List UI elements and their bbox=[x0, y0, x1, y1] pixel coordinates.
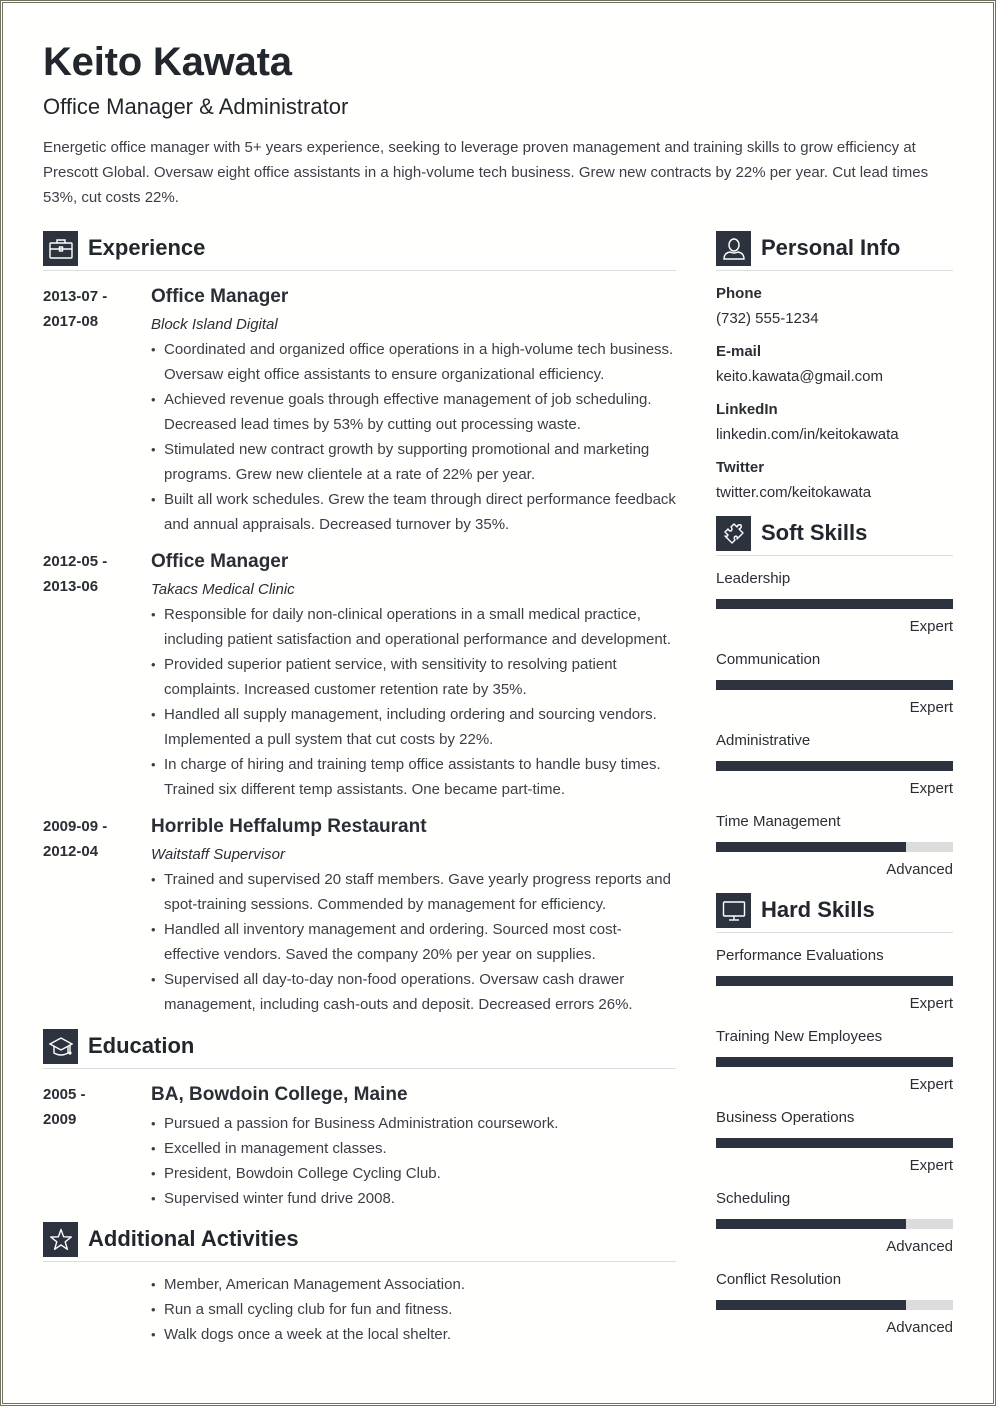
skill-bar bbox=[716, 1300, 953, 1310]
date-end: 2009 bbox=[43, 1111, 77, 1128]
info-twitter bbox=[716, 455, 953, 513]
education-title: Education bbox=[88, 1033, 195, 1058]
candidate-role: Office Manager & Administrator bbox=[43, 94, 349, 119]
entry-dates bbox=[43, 814, 143, 864]
job-title: Office Manager bbox=[151, 286, 289, 307]
skill-name: Performance Evaluations bbox=[716, 947, 884, 964]
skill-name: Conflict Resolution bbox=[716, 1271, 842, 1288]
graduation-cap-icon bbox=[43, 1029, 78, 1064]
hard-skills-title: Hard Skills bbox=[761, 897, 875, 922]
activity-item: • Run a small cycling club for fun and fitness. bbox=[151, 1297, 676, 1322]
achievement-item: • Stimulated new contract growth by supporting promotional and marketing programs. Grew new clientele at a rate of 22% per year. bbox=[151, 437, 676, 487]
skill-bar bbox=[716, 761, 953, 771]
info-label: Twitter bbox=[716, 459, 765, 476]
email-link[interactable]: keito.kawata@gmail.com bbox=[716, 368, 883, 385]
profile-summary: Energetic office manager with 5+ years experience, seeking to leverage proven management and training skills to grow efficiency at Prescott Global. Oversaw eight office assistants in a high-volume tech business. Grew new contracts by 22% per year. Cut lead times 53%, cut costs 22%. bbox=[43, 139, 929, 206]
achievement-item: • Achieved revenue goals through effective management of job scheduling. Decreased lead times by 53% by cutting out processing waste. bbox=[151, 387, 676, 437]
job-title: Horrible Heffalump Restaurant bbox=[151, 816, 427, 837]
personal-info-title: Personal Info bbox=[761, 235, 901, 260]
achievement-item: • Provided superior patient service, with sensitivity to resolving patient complaints. Increased customer retention rate by 35%. bbox=[151, 652, 676, 702]
skill-level: Advanced bbox=[886, 1238, 953, 1255]
date-start: 2012-05 - bbox=[43, 553, 108, 570]
achievement-item: • Responsible for daily non-clinical operations in a small medical practice, including patient satisfaction and operational performance and development. bbox=[151, 602, 676, 652]
employer: Takacs Medical Clinic bbox=[151, 581, 295, 598]
skill-item bbox=[716, 1270, 953, 1351]
date-start: 2009-09 - bbox=[43, 818, 108, 835]
achievement-item: • Handled all inventory management and ordering. Sourced most cost-effective vendors. Saved the company 20% per year on supplies. bbox=[151, 917, 676, 967]
experience-title: Experience bbox=[88, 235, 206, 260]
user-icon bbox=[716, 231, 751, 266]
education-item: • Excelled in management classes. bbox=[151, 1136, 676, 1161]
entry-dates bbox=[43, 284, 143, 334]
skill-name: Time Management bbox=[716, 813, 841, 830]
employer: Block Island Digital bbox=[151, 316, 278, 333]
achievement-item: • Supervised all day-to-day non-food operations. Oversaw cash drawer management, including cash-outs and deposit. Decreased errors 26%. bbox=[151, 967, 676, 1017]
monitor-icon bbox=[716, 893, 751, 928]
date-start: 2005 - bbox=[43, 1086, 86, 1103]
achievement-item: • Trained and supervised 20 staff members. Gave yearly progress reports and spot-training sessions. Commended by management for efficiency. bbox=[151, 867, 676, 917]
skill-level: Expert bbox=[909, 699, 953, 716]
skill-level: Advanced bbox=[886, 1319, 953, 1336]
skill-item bbox=[716, 1189, 953, 1270]
soft-skills-title: Soft Skills bbox=[761, 520, 868, 545]
skill-bar-fill bbox=[716, 976, 953, 986]
employer: Waitstaff Supervisor bbox=[151, 846, 285, 863]
twitter-link[interactable]: twitter.com/keitokawata bbox=[716, 484, 872, 501]
skill-bar-fill bbox=[716, 842, 906, 852]
skill-level: Expert bbox=[909, 780, 953, 797]
hard-skills-list bbox=[716, 946, 953, 1351]
skill-name: Business Operations bbox=[716, 1109, 855, 1126]
info-label: E-mail bbox=[716, 343, 762, 360]
date-start: 2013-07 - bbox=[43, 288, 108, 305]
star-icon bbox=[43, 1222, 78, 1257]
achievement-list bbox=[151, 867, 676, 1017]
skill-name: Training New Employees bbox=[716, 1028, 883, 1045]
skill-item bbox=[716, 569, 953, 650]
skill-item bbox=[716, 1108, 953, 1189]
skill-bar bbox=[716, 842, 953, 852]
skill-item bbox=[716, 650, 953, 731]
phone-value[interactable]: (732) 555-1234 bbox=[716, 310, 819, 327]
skill-bar bbox=[716, 680, 953, 690]
date-end: 2013-06 bbox=[43, 578, 99, 595]
personal-info-section-header bbox=[716, 231, 953, 271]
achievement-item: • Handled all supply management, including ordering and sourcing vendors. Implemented a pull system that cut costs by 22%. bbox=[151, 702, 676, 752]
soft-skills-list bbox=[716, 569, 953, 893]
degree-title: BA, Bowdoin College, Maine bbox=[151, 1084, 408, 1105]
date-end: 2017-08 bbox=[43, 313, 99, 330]
linkedin-link[interactable]: linkedin.com/in/keitokawata bbox=[716, 426, 899, 443]
achievement-item: • Coordinated and organized office operations in a high-volume tech business. Oversaw eight office assistants to ensure organizational efficiency. bbox=[151, 337, 676, 387]
achievement-item: • In charge of hiring and training temp office assistants to handle busy times. Trained six different temp assistants. One became part-time. bbox=[151, 752, 676, 802]
experience-section-header bbox=[43, 231, 676, 271]
activities-section-header bbox=[43, 1222, 676, 1262]
skill-level: Expert bbox=[909, 618, 953, 635]
skill-bar-fill bbox=[716, 1219, 906, 1229]
skill-level: Advanced bbox=[886, 861, 953, 878]
info-linkedin bbox=[716, 397, 953, 455]
info-email bbox=[716, 339, 953, 397]
personal-info-list bbox=[716, 281, 953, 513]
skill-item bbox=[716, 731, 953, 812]
skill-bar-fill bbox=[716, 1057, 953, 1067]
info-label: LinkedIn bbox=[716, 401, 778, 418]
activities-title: Additional Activities bbox=[88, 1226, 299, 1251]
entry-dates bbox=[43, 1082, 143, 1132]
skill-item bbox=[716, 946, 953, 1027]
achievement-list bbox=[151, 337, 676, 537]
activity-item: • Walk dogs once a week at the local shelter. bbox=[151, 1322, 676, 1347]
puzzle-icon bbox=[716, 516, 751, 551]
achievement-list bbox=[151, 602, 676, 802]
education-item: • Supervised winter fund drive 2008. bbox=[151, 1186, 676, 1211]
skill-level: Expert bbox=[909, 1157, 953, 1174]
skill-item bbox=[716, 1027, 953, 1108]
education-list bbox=[151, 1111, 676, 1211]
hard-skills-section-header bbox=[716, 893, 953, 933]
job-title: Office Manager bbox=[151, 551, 289, 572]
skill-name: Scheduling bbox=[716, 1190, 791, 1207]
skill-name: Administrative bbox=[716, 732, 811, 749]
entry-dates bbox=[43, 549, 143, 599]
skill-bar bbox=[716, 599, 953, 609]
education-item: • Pursued a passion for Business Administration coursework. bbox=[151, 1111, 676, 1136]
skill-bar bbox=[716, 1057, 953, 1067]
skill-bar bbox=[716, 976, 953, 986]
skill-bar bbox=[716, 1219, 953, 1229]
skill-item bbox=[716, 812, 953, 893]
skill-bar-fill bbox=[716, 680, 953, 690]
skill-bar-fill bbox=[716, 761, 953, 771]
skill-bar-fill bbox=[716, 599, 953, 609]
education-item: • President, Bowdoin College Cycling Club. bbox=[151, 1161, 676, 1186]
achievement-item: • Built all work schedules. Grew the team through direct performance feedback and annual appraisals. Decreased turnover by 35%. bbox=[151, 487, 676, 537]
skill-bar bbox=[716, 1138, 953, 1148]
activity-item: • Member, American Management Association. bbox=[151, 1272, 676, 1297]
skill-bar-fill bbox=[716, 1138, 953, 1148]
date-end: 2012-04 bbox=[43, 843, 99, 860]
skill-name: Communication bbox=[716, 651, 821, 668]
skill-level: Expert bbox=[909, 995, 953, 1012]
soft-skills-section-header bbox=[716, 516, 953, 556]
candidate-name: Keito Kawata bbox=[43, 40, 292, 84]
info-phone bbox=[716, 281, 953, 339]
activities-list bbox=[151, 1272, 676, 1347]
skill-name: Leadership bbox=[716, 570, 791, 587]
education-section-header bbox=[43, 1029, 676, 1069]
briefcase-icon bbox=[43, 231, 78, 266]
info-label: Phone bbox=[716, 285, 762, 302]
skill-bar-fill bbox=[716, 1300, 906, 1310]
skill-level: Expert bbox=[909, 1076, 953, 1093]
